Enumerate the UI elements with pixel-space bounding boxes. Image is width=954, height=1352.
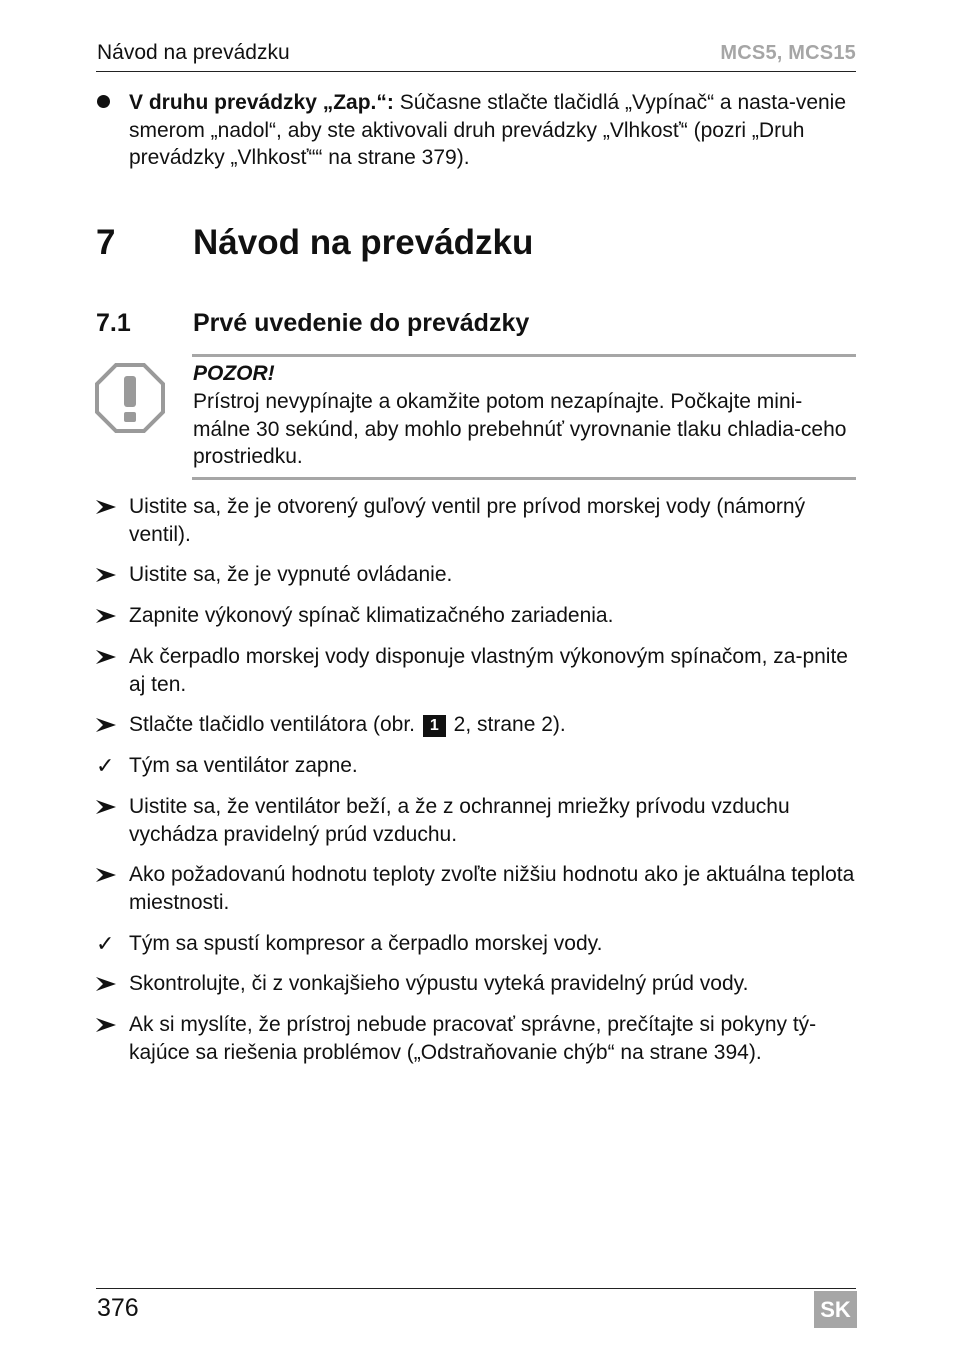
figure-number-badge: 1 [423, 715, 446, 737]
arrow-bullet-icon [96, 500, 116, 514]
step-text: Uistite sa, že ventilátor beží, a že z ochrannej mriežky prívodu vzduchu vychádza pravidelný prúd vzduchu. [129, 795, 790, 846]
step-text: Ak si myslíte, že prístroj nebude pracovať správne, prečítajte si pokyny tý-kajúce sa riešenia problémov („Odstraňovanie chýb“ na strane 394). [129, 1013, 817, 1064]
intro-paragraph [129, 89, 859, 172]
arrow-bullet-icon [96, 609, 116, 623]
chapter-number: 7 [96, 223, 116, 262]
step-text: Uistite sa, že je vypnuté ovládanie. [129, 563, 453, 586]
arrow-bullet-icon [96, 650, 116, 664]
step-item [96, 643, 858, 698]
intro-bold-lead: V druhu prevádzky „Zap.“: [129, 91, 394, 114]
step-item [96, 752, 858, 781]
check-mark-icon: ✓ [96, 931, 115, 956]
arrow-bullet-icon [96, 568, 116, 582]
step-text: Uistite sa, že je otvorený guľový ventil pre prívod morskej vody (námorný ventil). [129, 495, 806, 546]
warning-text: Prístroj nevypínajte a okamžite potom nezapínajte. Počkajte mini-málne 30 sekúnd, aby mohlo prebehnúť vyrovnanie tlaku chladia-ceho prostriedku. [193, 390, 847, 468]
arrow-bullet-icon [96, 718, 116, 732]
result-text: Tým sa spustí kompresor a čerpadlo morskej vody. [129, 932, 603, 955]
chapter-title: Návod na prevádzku [193, 223, 534, 262]
step-item [96, 793, 858, 848]
arrow-bullet-icon [96, 977, 116, 991]
step-item [96, 493, 858, 548]
section-title: Prvé uvedenie do prevádzky [193, 309, 530, 337]
step-text: Ako požadovanú hodnotu teploty zvoľte nižšiu hodnotu ako je aktuálna teplota miestnosti. [129, 863, 855, 914]
step-text [129, 711, 858, 740]
step-text: Ak čerpadlo morskej vody disponuje vlastným výkonovým spínačom, za-pnite aj ten. [129, 645, 848, 696]
warning-bottom-rule [192, 477, 856, 480]
warning-title: POZOR! [193, 362, 275, 385]
step-text: Skontrolujte, či z vonkajšieho výpustu vyteká pravidelný prúd vody. [129, 972, 749, 995]
exclamation-octagon-icon [95, 363, 165, 433]
check-mark-icon: ✓ [96, 753, 115, 778]
result-text: Tým sa ventilátor zapne. [129, 754, 358, 777]
language-badge: SK [814, 1291, 857, 1328]
arrow-bullet-icon [96, 800, 116, 814]
header-divider [96, 71, 856, 72]
step-item [96, 861, 858, 916]
header-section-title: Návod na prevádzku [97, 41, 290, 64]
header-model: MCS5, MCS15 [720, 42, 856, 64]
arrow-bullet-icon [96, 868, 116, 882]
section-number: 7.1 [96, 309, 131, 337]
step-item [96, 711, 858, 740]
arrow-bullet-icon [96, 1018, 116, 1032]
step-item [96, 561, 858, 590]
warning-top-rule [192, 354, 856, 357]
page-number: 376 [97, 1294, 139, 1322]
step-item [96, 970, 858, 999]
step-item [96, 930, 858, 959]
step-item [96, 602, 858, 631]
intro-text: Súčasne stlačte tlačidlá „Vypínač“ a nasta-venie smerom „nadol“, aby ste aktivovali druh prevádzky „Vlhkosť“ (pozri „Druh prevádzky „Vlhkosť““ na strane 379). [129, 91, 847, 169]
step-text-after: 2, strane 2). [447, 713, 566, 736]
step-item [96, 1011, 858, 1066]
footer-divider [96, 1288, 856, 1289]
step-text-before: Stlačte tlačidlo ventilátora (obr. [129, 713, 421, 736]
step-text: Zapnite výkonový spínač klimatizačného zariadenia. [129, 604, 614, 627]
bullet-dot-icon [97, 95, 110, 108]
